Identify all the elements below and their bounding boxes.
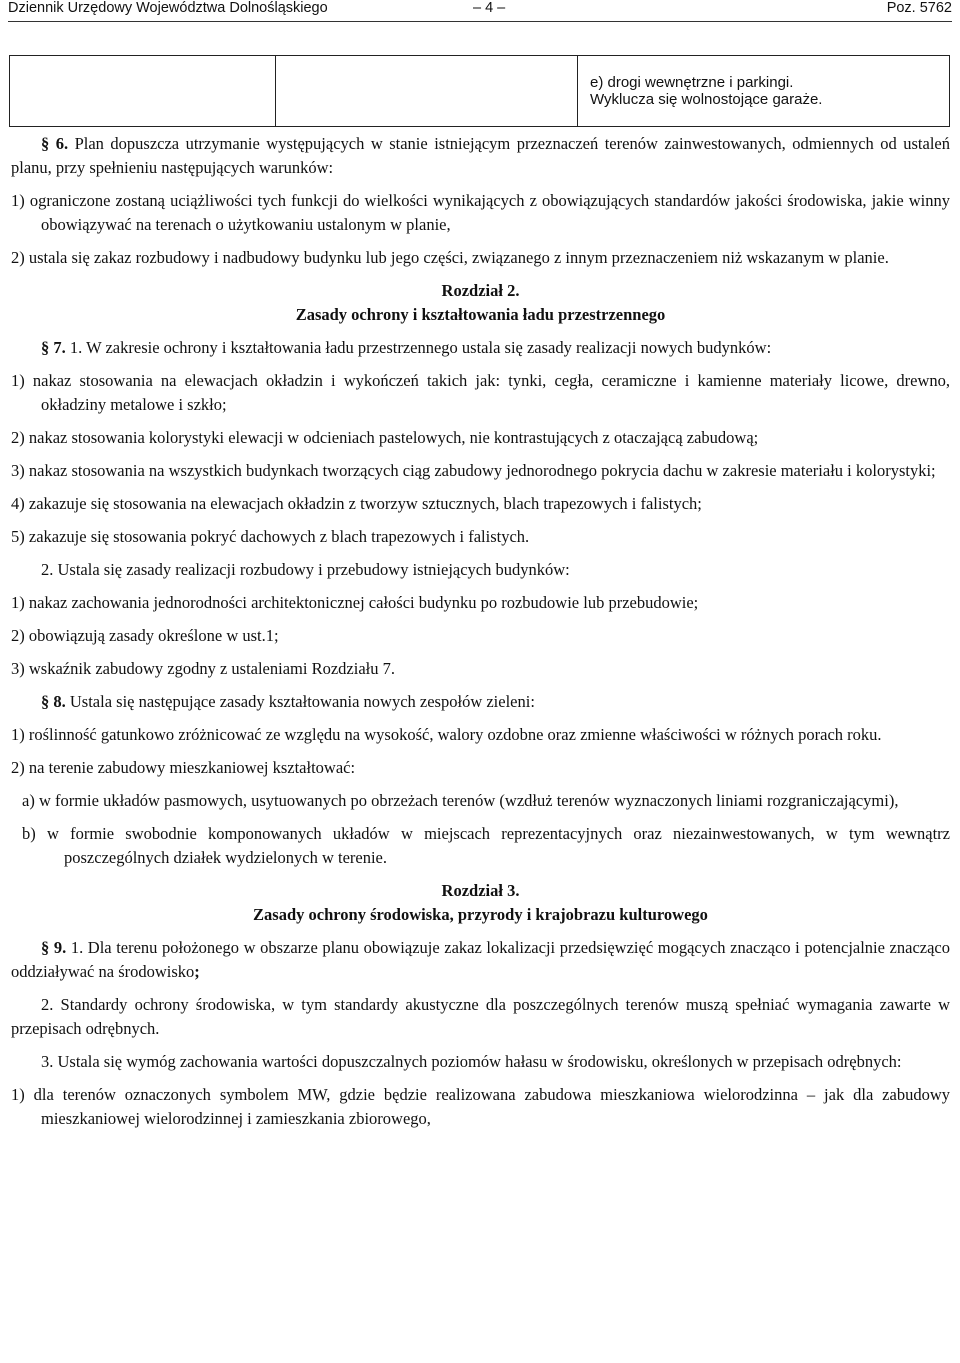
table-cell-line: Wyklucza się wolnostojące garaże.: [590, 91, 823, 108]
page-number: – 4 –: [473, 0, 506, 16]
section-number: § 6.: [41, 134, 69, 153]
list-item: 5) zakazuje się stosowania pokryć dachowych z blach trapezowych i falistych.: [11, 527, 530, 546]
list-item: 2) na terenie zabudowy mieszkaniowej kształtować:: [11, 758, 356, 777]
paragraph-text: W zakresie ochrony i kształtowania ładu przestrzennego ustala się zasady realizacji nowych budynków:: [86, 338, 772, 357]
paragraph-text: 2. Standardy ochrony środowiska, w tym standardy akustyczne dla poszczególnych terenów muszą spełniać wymagania zawarte w przepisach odrębnych.: [11, 995, 950, 1038]
position-number: Poz. 5762: [886, 0, 952, 16]
paragraph-7: [11, 336, 950, 360]
section-number: § 7.: [41, 338, 66, 357]
list-item: 1) nakaz zachowania jednorodności architektonicznej całości budynku po rozbudowie lub przebudowie;: [11, 593, 699, 612]
chapter-heading: Rozdział 3.: [441, 881, 520, 900]
list-item: 3) wskaźnik zabudowy zgodny z ustaleniami Rozdziału 7.: [11, 659, 395, 678]
list-item: 4) zakazuje się stosowania na elewacjach okładzin z tworzyw sztucznych, blach trapezowych i falistych;: [11, 494, 702, 513]
paragraph-text: Ustala się następujące zasady kształtowania nowych zespołów zieleni:: [69, 692, 535, 711]
paragraph-text: 2. Ustala się zasady realizacji rozbudowy i przebudowy istniejących budynków:: [41, 560, 570, 579]
semicolon: ;: [194, 962, 200, 981]
sub-list-item: b) w formie swobodnie komponowanych układów w miejscach reprezentacyjnych oraz niezainwestowanych, w tym wewnątrz poszczególnych działek wydzielonych w terenie.: [22, 824, 950, 867]
section-number: § 9.: [41, 938, 67, 957]
table-divider: [275, 56, 276, 126]
previous-table: [9, 55, 950, 127]
table-cell: [590, 74, 822, 108]
paragraph-text: 3. Ustala się wymóg zachowania wartości dopuszczalnych poziomów hałasu w środowisku, określonych w przepisach odrębnych:: [41, 1052, 902, 1071]
chapter-title: Zasady ochrony i kształtowania ładu przestrzennego: [295, 305, 666, 324]
subsection-number: 1.: [69, 338, 83, 357]
list-item: 2) nakaz stosowania kolorystyki elewacji w odcieniach pastelowych, nie kontrastujących z otaczającą zabudową;: [11, 428, 759, 447]
document-body: [11, 132, 950, 1131]
paragraph-9: [11, 936, 950, 984]
paragraph-6: [11, 132, 950, 180]
subsection-number: 1.: [70, 938, 84, 957]
page-header: [8, 0, 952, 20]
list-item: 1) nakaz stosowania na elewacjach okładzin i wykończeń takich jak: tynki, cegła, ceramiczne i kamienne materiały licowe, drewno, okładziny metalowe i szkło;: [11, 371, 950, 414]
list-item: 1) dla terenów oznaczonych symbolem MW, gdzie będzie realizowana zabudowa mieszkaniowa wielorodzinna – jak dla zabudowy mieszkaniowej wielorodzinnej i zamieszkania zbiorowego,: [11, 1085, 950, 1128]
paragraph-text: Plan dopuszcza utrzymanie występujących w stanie istniejącym przeznaczeń terenów zainwestowanych, odmiennych od ustaleń planu, przy spełnieniu następujących warunków:: [11, 134, 951, 177]
table-cell-line: e) drogi wewnętrzne i parkingi.: [590, 74, 794, 91]
chapter-heading: Rozdział 2.: [441, 281, 520, 300]
header-rule: [8, 21, 952, 22]
table-divider: [577, 56, 578, 126]
list-item: 2) obowiązują zasady określone w ust.1;: [11, 626, 279, 645]
list-item: 3) nakaz stosowania na wszystkich budynkach tworzących ciąg zabudowy jednorodnego pokrycia dachu w zakresie materiału i kolorystyki;: [11, 461, 936, 480]
section-number: § 8.: [41, 692, 66, 711]
list-item: 2) ustala się zakaz rozbudowy i nadbudowy budynku lub jego części, związanego z innym przeznaczeniem niż wskazanym w planie.: [11, 248, 889, 267]
journal-title: Dziennik Urzędowy Województwa Dolnośląskiego: [8, 0, 328, 16]
sub-list-item: a) w formie układów pasmowych, usytuowanych po obrzeżach terenów (wzdłuż terenów wyznaczonych liniami rozgraniczającymi),: [22, 791, 899, 810]
paragraph-8: [11, 690, 950, 714]
paragraph-text: Dla terenu położonego w obszarze planu obowiązuje zakaz lokalizacji przedsięwzięć mogących znacząco i potencjalnie znacząco oddziaływać na środowisko: [11, 938, 950, 981]
list-item: 1) roślinność gatunkowo zróżnicować ze względu na wysokość, walory ozdobne oraz zmienne właściwości w różnych porach roku.: [11, 725, 882, 744]
list-item: 1) ograniczone zostaną uciążliwości tych funkcji do wielkości wynikających z obowiązujących standardów jakości środowiska, jakie winny obowiązywać na terenach o użytkowaniu ustalonym w planie,: [11, 191, 950, 234]
chapter-title: Zasady ochrony środowiska, przyrody i krajobrazu kulturowego: [253, 905, 708, 924]
